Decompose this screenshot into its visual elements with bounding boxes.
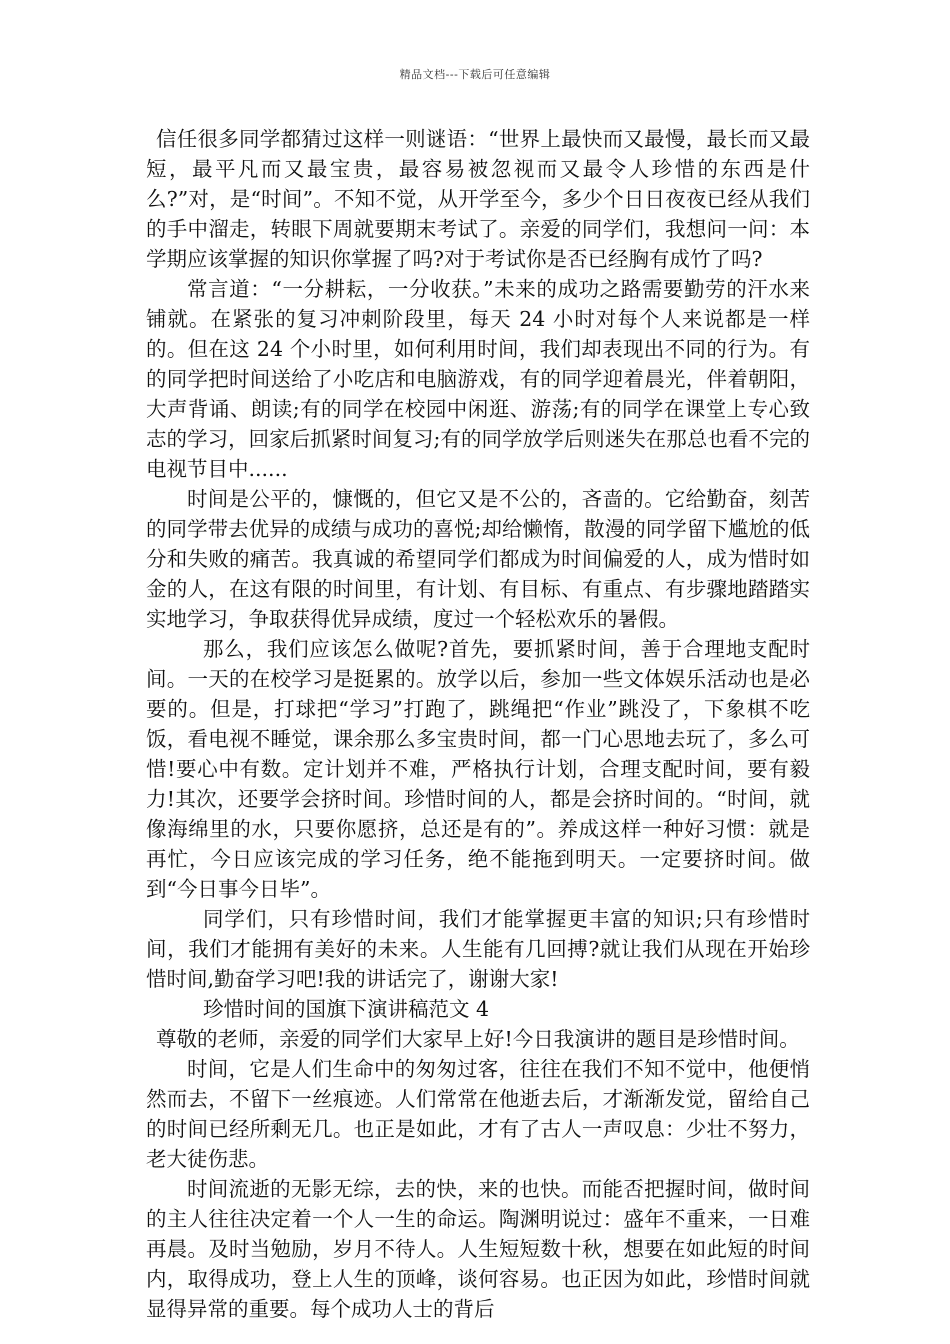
document-body xyxy=(146,124,810,1324)
page-header: 精品文档---下载后可任意编辑 xyxy=(399,68,551,81)
paragraph-time-fair: 时间是公平的，慷慨的，但它又是不公的，吝啬的。它给勤奋，刻苦的同学带去优异的成绩与成功的喜悦;却给懒惰，散漫的同学留下尴尬的低分和失败的痛苦。我真诚的希望同学们都成为时间偏爱的人，成为惜时如金的人，在这有限的时间里，有计划、有目标、有重点、有步骤地踏踏实实地学习，争取获得优异成绩，度过一个轻松欢乐的暑假。 xyxy=(146,487,810,631)
paragraph-riddle: 信任很多同学都猜过这样一则谜语：“世界上最快而又最慢，最长而又最短，最平凡而又最宝贵，最容易被忽视而又最令人珍惜的东西是什么?”对，是“时间”。不知不觉，从开学至今，多少个日日夜夜已经从我们的手中溜走，转眼下周就要期末考试了。亲爱的同学们，我想问一问：本学期应该掌握的知识你掌握了吗?对于考试你是否已经胸有成竹了吗? xyxy=(146,127,810,271)
paragraph-passing-guest: 时间，它是人们生命中的匆匆过客，往往在我们不知不觉中，他便悄然而去，不留下一丝痕迹。人们常常在他逝去后，才渐渐发觉，留给自己的时间已经所剩无几。也正是如此，才有了古人一声叹息：少壮不努力，老大徒伤悲。 xyxy=(146,1057,810,1171)
paragraph-closing: 同学们，只有珍惜时间，我们才能掌握更丰富的知识;只有珍惜时间，我们才能拥有美好的未来。人生能有几回搏?就让我们从现在开始珍惜时间,勤奋学习吧!我的讲话完了，谢谢大家! xyxy=(146,907,810,991)
paragraph-how-to: 那么，我们应该怎么做呢?首先，要抓紧时间，善于合理地支配时间。一天的在校学习是挺累的。放学以后，参加一些文体娱乐活动也是必要的。但是，打球把“学习”打跑了，跳绳把“作业”跳没了，下象棋不吃饭，看电视不睡觉，课余那么多宝贵时间，都一门心思地去玩了，多么可惜!要心中有数。定计划并不难，严格执行计划，合理支配时间，要有毅力!其次，还要学会挤时间。珍惜时间的人，都是会挤时间的。“时间，就像海绵里的水，只要你愿挤，总还是有的”。养成这样一种好习惯：就是再忙，今日应该完成的学习任务，绝不能拖到明天。一定要挤时间。做到“今日事今日毕”。 xyxy=(146,637,810,901)
paragraph-proverb: 常言道：“一分耕耘，一分收获。”未来的成功之路需要勤劳的汗水来铺就。在紧张的复习冲刺阶段里，每天 24 小时对每个人来说都是一样的。但在这 24 个小时里，如何利用时间，我们却表现出不同的行为。有的同学把时间送给了小吃店和电脑游戏，有的同学迎着晨光，伴着朝阳，大声背诵、朗读;有的同学在校园中闲逛、游荡;有的同学在课堂上专心致志的学习，回家后抓紧时间复习;有的同学放学后则迷失在那总也看不完的电视节目中...... xyxy=(146,277,810,481)
section-title: 珍惜时间的国旗下演讲稿范文 4 xyxy=(203,997,490,1021)
paragraph-greeting: 尊敬的老师，亲爱的同学们大家早上好!今日我演讲的题目是珍惜时间。 xyxy=(156,1027,800,1051)
paragraph-time-flow: 时间流逝的无影无综，去的快，来的也快。而能否把握时间，做时间的主人往往决定着一个人一生的命运。陶渊明说过：盛年不重来，一日难再晨。及时当勉励，岁月不待人。人生短短数十秋，想要在如此短的时间内，取得成功，登上人生的顶峰，谈何容易。也正因为如此，珍惜时间就显得异常的重要。每个成功人士的背后 xyxy=(146,1177,810,1321)
